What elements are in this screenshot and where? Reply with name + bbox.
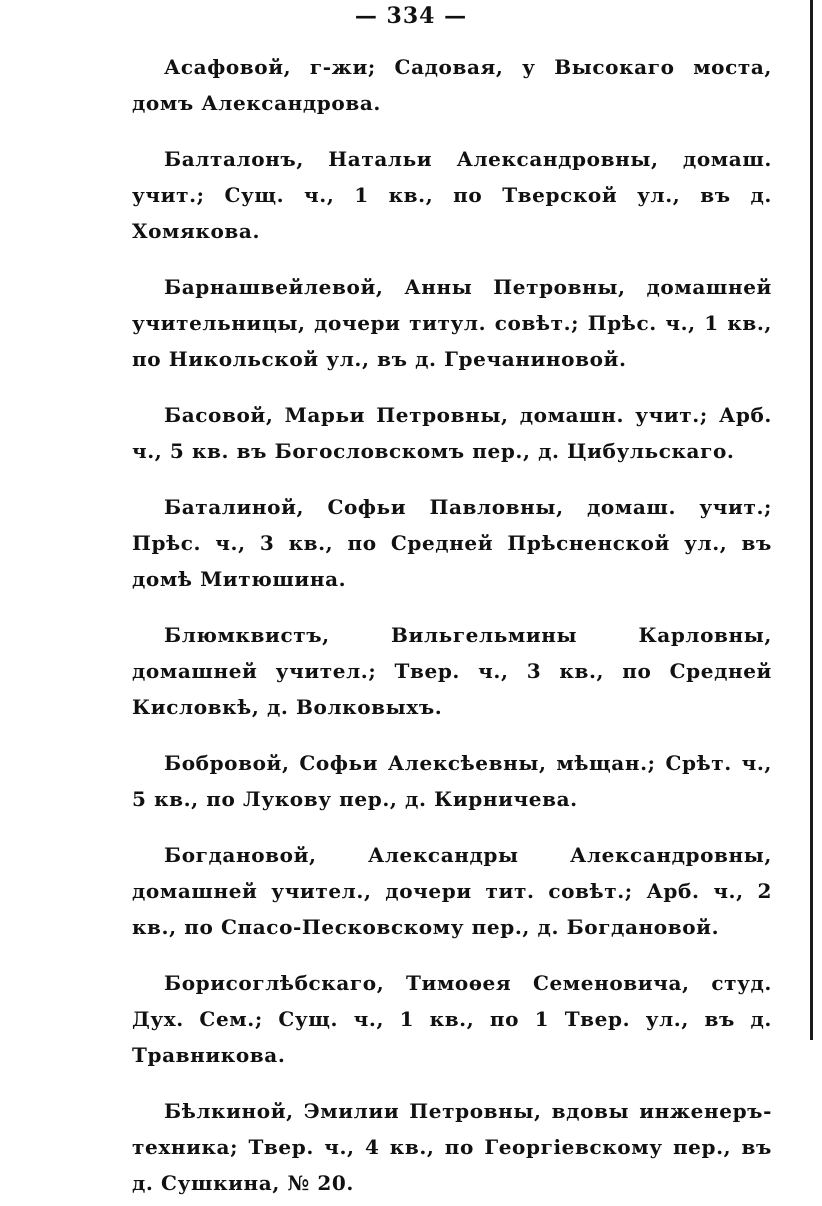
directory-entries [132,49,772,1206]
directory-entry: Бобровой, Софьи Алексѣевны, мѣщан.; Срѣт. ч., 5 кв., по Лукову пер., д. Кирничева. [132,751,772,811]
page-edge-rule [810,0,813,1040]
directory-entry: Блюмквистъ, Вильгельмины Карловны, домашней учител.; Твер. ч., 3 кв., по Средней Кисловкѣ, д. Волковыхъ. [132,623,772,719]
directory-entry: Басовой, Марьи Петровны, домашн. учит.; Арб. ч., 5 кв. въ Богословскомъ пер., д. Цибульскаго. [132,403,772,463]
directory-entry: Асафовой, г-жи; Садовая, у Высокаго моста, домъ Александрова. [132,55,772,115]
directory-entry: Барнашвейлевой, Анны Петровны, домашней учительницы, дочери титул. совѣт.; Прѣс. ч., 1 кв., по Никольской ул., въ д. Гречаниновой. [132,275,772,371]
directory-entry: Баталиной, Софьи Павловны, домаш. учит.; Прѣс. ч., 3 кв., по Средней Прѣсненской ул., въ домѣ Митюшина. [132,495,772,591]
directory-entry: Богдановой, Александры Александровны, домашней учител., дочери тит. совѣт.; Арб. ч., 2 кв., по Спасо-Песковскому пер., д. Богдановой. [132,843,772,939]
directory-entry: Бѣлкиной, Эмилии Петровны, вдовы инженеръ-техника; Твер. ч., 4 кв., по Георгіевскому пер., въ д. Сушкина, № 20. [132,1099,772,1195]
page-number: — 334 — [354,3,468,29]
directory-entry: Балталонъ, Натальи Александровны, домаш. учит.; Сущ. ч., 1 кв., по Тверской ул., въ д. Хомякова. [132,147,772,243]
directory-entry: Борисоглѣбскаго, Тимоѳея Семеновича, студ. Дух. Сем.; Сущ. ч., 1 кв., по 1 Твер. ул., въ д. Травникова. [132,971,772,1067]
